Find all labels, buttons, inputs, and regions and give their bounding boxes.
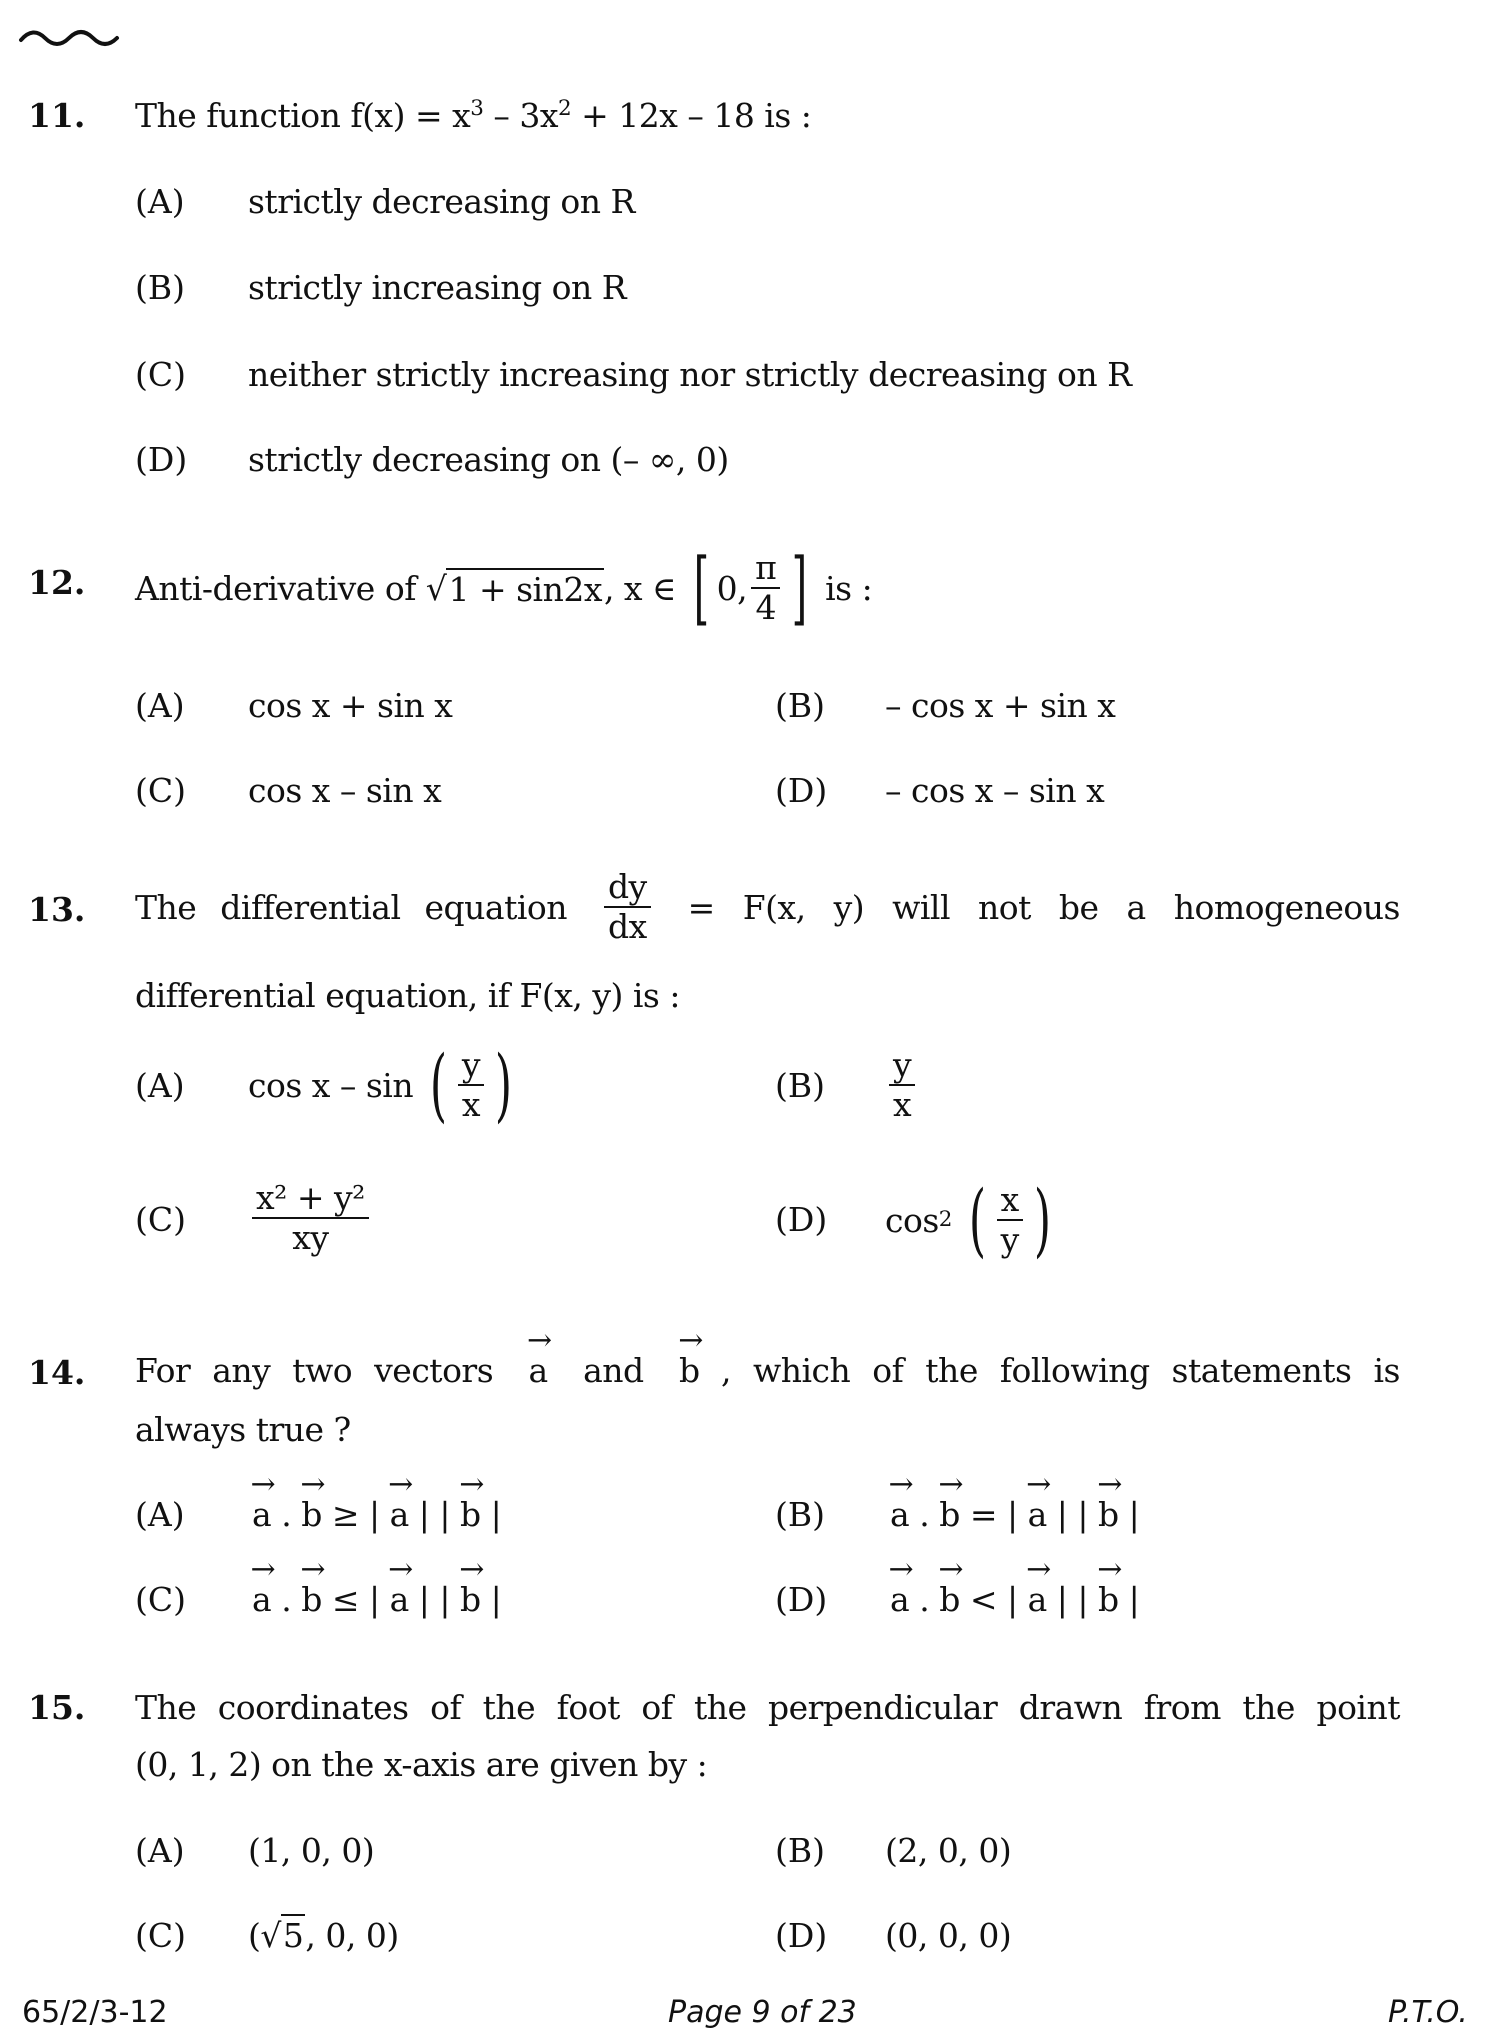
option-text[interactable]: cos 2 ( $\frac{x}{y}$ ) xyxy=(885,1173,1051,1266)
option-text[interactable]: – cos x – sin x xyxy=(885,771,1105,810)
radical-sign: √ xyxy=(425,568,447,608)
radical-sign: √ xyxy=(260,1916,281,1955)
option-text[interactable]: → a . → b ≥ | → a | | → b | xyxy=(252,1481,501,1534)
option-label[interactable]: (B) xyxy=(775,1495,825,1534)
option-label[interactable]: (B) xyxy=(135,268,185,307)
pto-label: P.T.O. xyxy=(1388,1995,1468,2030)
option-text[interactable]: (1, 0, 0) xyxy=(248,1831,375,1870)
option-text[interactable]: → a . → b = | → a | | → b | xyxy=(890,1481,1139,1534)
option-text[interactable]: cos x – sin ( $\frac{y}{x}$ ) xyxy=(248,1038,512,1131)
option-label[interactable]: (A) xyxy=(135,182,185,221)
option-text[interactable]: neither strictly increasing nor strictly decreasing on R xyxy=(248,355,1132,394)
option-text[interactable]: (√5, 0, 0) xyxy=(248,1916,399,1955)
option-text[interactable]: cos x – sin x xyxy=(248,771,442,810)
wavy-line-icon xyxy=(18,22,128,52)
question-stem-line2: always true ? xyxy=(135,1410,351,1449)
option-label[interactable]: (D) xyxy=(775,1580,828,1619)
option-label[interactable]: (B) xyxy=(775,1831,825,1870)
option-label[interactable]: (A) xyxy=(135,686,185,725)
question-number: 11. xyxy=(28,96,86,135)
question-number: 13. xyxy=(28,890,86,929)
option-label[interactable]: (A) xyxy=(135,1066,185,1105)
option-text[interactable]: strictly increasing on R xyxy=(248,268,627,307)
option-text[interactable]: $\frac{y}{x}$ xyxy=(885,1040,919,1130)
option-text[interactable]: (0, 0, 0) xyxy=(885,1916,1012,1955)
question-stem: The function $f(x) = x^3 - 3x^2 + 12x - 18$ is : xyxy=(135,96,812,135)
question-stem: Anti-derivative of √ 1 + sin2x , x ∈ [ 0, $\frac{\pi}{4}$ ] is : xyxy=(135,541,873,634)
option-text[interactable]: strictly decreasing on R xyxy=(248,182,635,221)
question-stem-line2: differential equation, if F(x, y) is : xyxy=(135,976,680,1015)
option-text[interactable]: → a . → b < | → a | | → b | xyxy=(890,1566,1139,1619)
question-stem-line1: The coordinates of the foot of the perpendicular drawn from the point xyxy=(135,1688,1400,1727)
option-text[interactable]: → a . → b ≤ | → a | | → b | xyxy=(252,1566,501,1619)
option-label[interactable]: (A) xyxy=(135,1495,185,1534)
page-number: Page 9 of 23 xyxy=(668,1995,857,2030)
option-label[interactable]: (D) xyxy=(135,440,188,479)
vector-b: → b xyxy=(679,1337,700,1390)
paper-code: 65/2/3-12 xyxy=(22,1995,168,2030)
question-number: 12. xyxy=(28,563,86,602)
option-text[interactable]: – cos x + sin x xyxy=(885,686,1116,725)
option-text[interactable]: cos x + sin x xyxy=(248,686,453,725)
option-label[interactable]: (C) xyxy=(135,1916,186,1955)
option-label[interactable]: (C) xyxy=(135,355,186,394)
option-label[interactable]: (D) xyxy=(775,1916,828,1955)
option-text[interactable]: strictly decreasing on (– ∞, 0) xyxy=(248,440,729,479)
question-stem-line2: (0, 1, 2) on the x-axis are given by : xyxy=(135,1745,708,1784)
question-number: 15. xyxy=(28,1688,86,1727)
option-label[interactable]: (C) xyxy=(135,1580,186,1619)
question-stem-line1: The differential equation $\frac{dy}{dx}$ = F(x, y) will not be a homogeneous xyxy=(135,867,1400,946)
question-number: 14. xyxy=(28,1353,86,1392)
option-text[interactable]: $\frac{\text{x² + y²}}{xy}$ xyxy=(248,1168,373,1268)
vector-a: → a xyxy=(529,1337,548,1390)
option-label[interactable]: (D) xyxy=(775,1200,828,1239)
option-text[interactable]: (2, 0, 0) xyxy=(885,1831,1012,1870)
option-label[interactable]: (D) xyxy=(775,771,828,810)
option-label[interactable]: (C) xyxy=(135,1200,186,1239)
option-label[interactable]: (B) xyxy=(775,686,825,725)
option-label[interactable]: (C) xyxy=(135,771,186,810)
option-label[interactable]: (B) xyxy=(775,1066,825,1105)
option-label[interactable]: (A) xyxy=(135,1831,185,1870)
question-stem-line1: For any two vectors → a and → b , which of the following statements is xyxy=(135,1340,1400,1390)
